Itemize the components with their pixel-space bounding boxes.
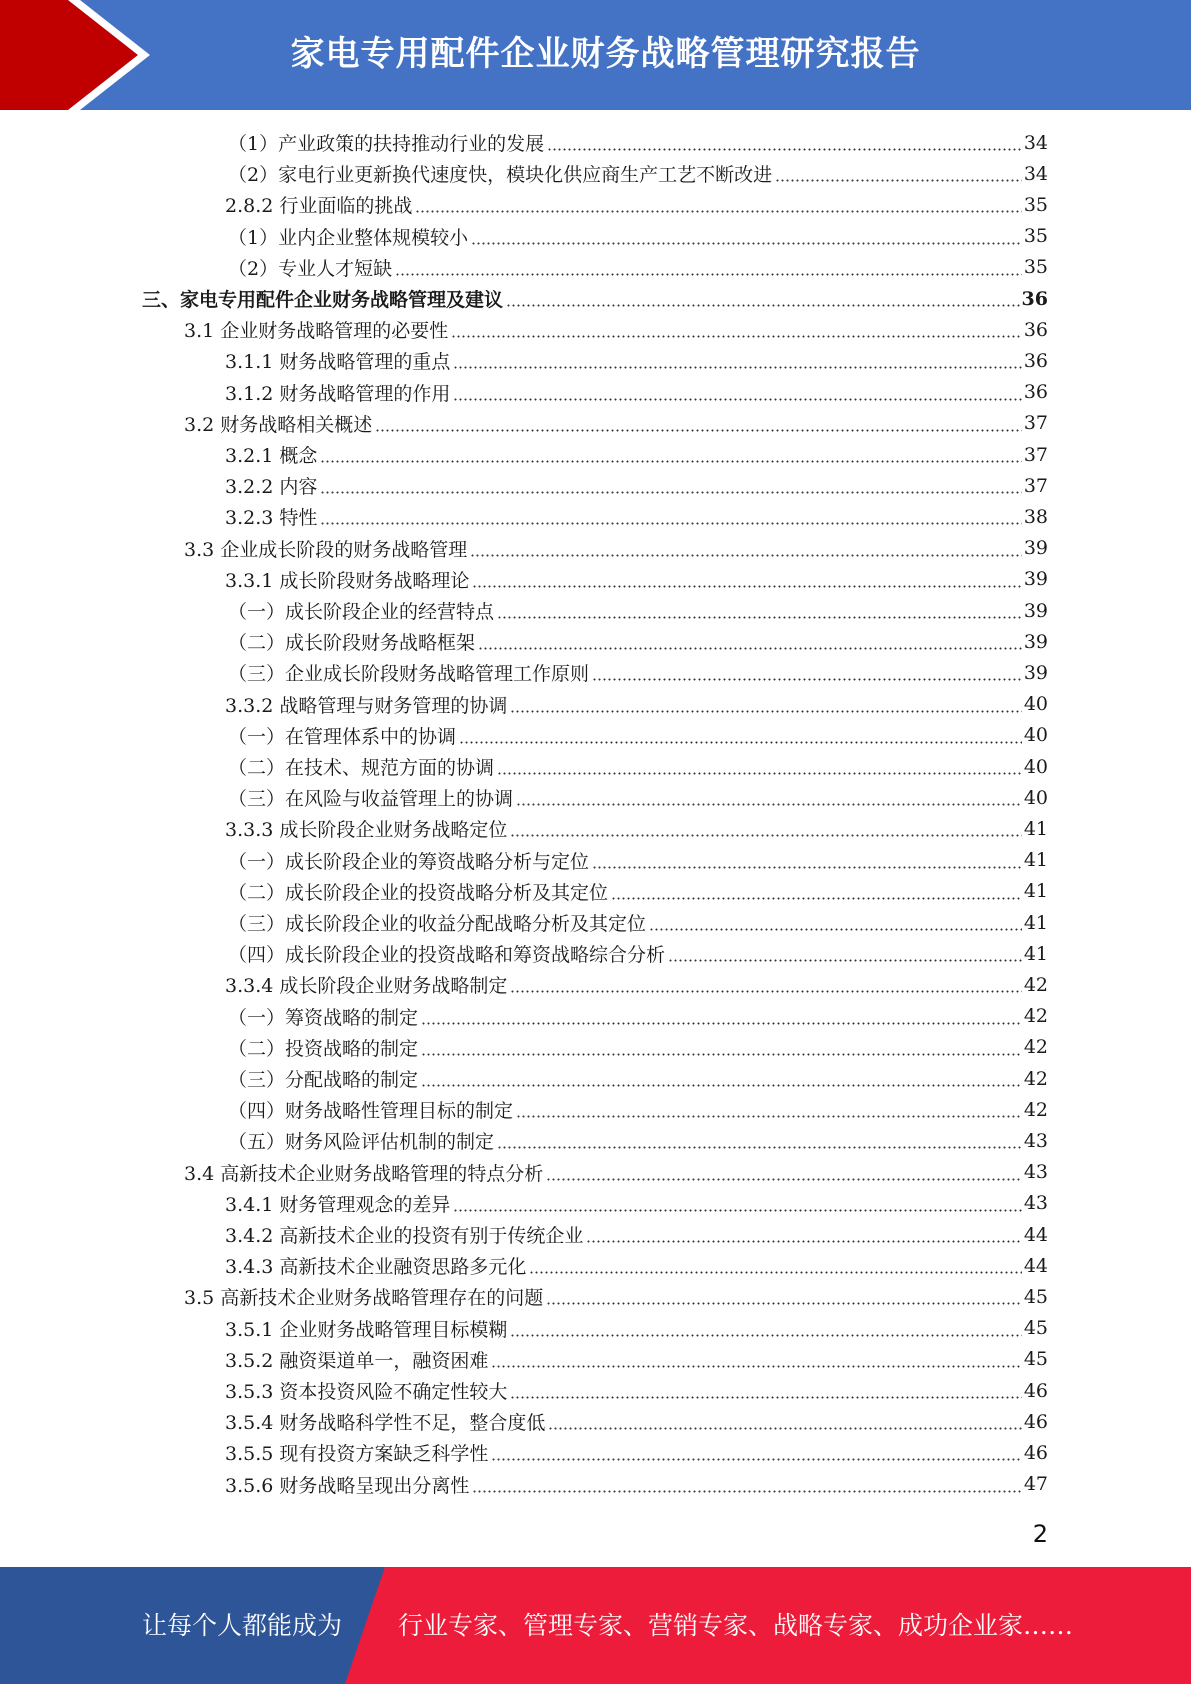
toc-dot-leader <box>453 366 1021 369</box>
toc-entry-title: （四）成长阶段企业的投资战略和筹资战略综合分析 <box>228 944 666 967</box>
toc-entry-title: 3.1.1 财务战略管理的重点 <box>225 351 451 374</box>
toc-entry-title: 3.5.3 资本投资风险不确定性较大 <box>225 1381 508 1403</box>
toc-entry-title: （五）财务风险评估机制的制定 <box>228 1131 495 1154</box>
toc-entry[interactable] <box>225 1406 1048 1437</box>
toc-entry-title: 3.3 企业成长阶段的财务战略管理 <box>184 538 468 561</box>
toc-entry-page: 42 <box>1023 1036 1048 1059</box>
toc-entry[interactable] <box>225 1250 1048 1281</box>
toc-entry-title: （1）业内企业整体规模较小 <box>228 226 469 249</box>
toc-dot-leader <box>592 678 1022 681</box>
toc-entry-page: 44 <box>1023 1254 1048 1277</box>
toc-dot-leader <box>453 398 1021 401</box>
toc-entry-title: 3.3.4 成长阶段企业财务战略制定 <box>225 975 508 998</box>
toc-entry[interactable] <box>225 969 1048 1000</box>
page-header <box>0 0 1191 110</box>
toc-entry[interactable] <box>225 813 1048 844</box>
toc-dot-leader <box>451 335 1022 338</box>
toc-entry[interactable] <box>142 283 1048 314</box>
toc-entry-title: 3.5.2 融资渠道单一，融资困难 <box>225 1349 489 1372</box>
toc-dot-leader <box>421 1053 1022 1056</box>
toc-entry[interactable] <box>228 252 1048 283</box>
toc-entry-title: （一）在管理体系中的协调 <box>228 725 457 748</box>
toc-entry[interactable] <box>228 158 1048 189</box>
page-number: 2 <box>1032 1520 1048 1548</box>
toc-dot-leader <box>497 1146 1022 1149</box>
toc-entry-page: 42 <box>1023 1098 1048 1121</box>
toc-entry-title: 3.2.3 特性 <box>225 507 318 530</box>
toc-entry-page: 37 <box>1023 412 1048 435</box>
toc-entry-page: 40 <box>1023 786 1048 809</box>
toc-entry[interactable] <box>225 470 1048 501</box>
toc-dot-leader <box>491 1365 1021 1368</box>
toc-entry-title: 3.3.1 成长阶段财务战略理论 <box>225 569 470 592</box>
toc-entry-page: 35 <box>1023 225 1048 248</box>
toc-dot-leader <box>546 1302 1022 1305</box>
toc-entry[interactable] <box>225 345 1048 376</box>
toc-dot-leader <box>506 304 1020 307</box>
toc-entry-page: 41 <box>1023 880 1048 903</box>
page-footer <box>0 1567 1191 1684</box>
toc-entry-page: 45 <box>1023 1348 1048 1371</box>
toc-dot-leader <box>510 1334 1021 1337</box>
toc-dot-leader <box>320 522 1021 525</box>
toc-entry[interactable] <box>225 1469 1048 1500</box>
toc-entry-title: 3.2.1 概念 <box>225 445 318 467</box>
toc-entry-page: 46 <box>1023 1379 1048 1402</box>
toc-entry-title: 3.4 高新技术企业财务战略管理的特点分析 <box>184 1162 544 1185</box>
toc-entry[interactable] <box>228 845 1048 876</box>
toc-entry-page: 40 <box>1023 724 1048 747</box>
toc-entry-page: 34 <box>1023 131 1048 154</box>
toc-dot-leader <box>478 647 1022 650</box>
toc-entry-page: 43 <box>1023 1192 1048 1215</box>
toc-entry[interactable] <box>228 657 1048 688</box>
toc-entry-page: 45 <box>1023 1317 1048 1340</box>
toc-dot-leader <box>453 1209 1021 1212</box>
toc-entry-title: （一）成长阶段企业的经营特点 <box>228 601 495 623</box>
toc-entry[interactable] <box>228 127 1048 158</box>
toc-entry[interactable] <box>228 876 1048 907</box>
toc-entry[interactable] <box>225 1437 1048 1468</box>
toc-entry-page: 39 <box>1023 630 1048 653</box>
toc-entry-page: 37 <box>1023 443 1048 466</box>
toc-entry[interactable] <box>228 1001 1048 1032</box>
toc-entry[interactable] <box>225 377 1048 408</box>
toc-entry-title: 3.5.5 现有投资方案缺乏科学性 <box>225 1443 489 1466</box>
toc-entry-title: （1）产业政策的扶持推动行业的发展 <box>228 133 545 155</box>
toc-dot-leader <box>320 491 1021 494</box>
toc-dot-leader <box>586 1240 1021 1243</box>
toc-entry[interactable] <box>228 938 1048 969</box>
toc-entry-page: 41 <box>1023 849 1048 872</box>
footer-slogan: 让每个人都能成为 <box>142 1611 343 1640</box>
toc-entry[interactable] <box>228 626 1048 657</box>
toc-entry[interactable] <box>228 595 1048 626</box>
toc-entry[interactable] <box>228 221 1048 252</box>
toc-entry[interactable] <box>225 1219 1048 1250</box>
toc-entry-title: （三）分配战略的制定 <box>228 1069 419 1091</box>
toc-entry-page: 34 <box>1023 162 1048 185</box>
toc-dot-leader <box>375 429 1022 432</box>
toc-entry-title: 3.5.1 企业财务战略管理目标模糊 <box>225 1318 508 1341</box>
toc-entry-page: 35 <box>1023 256 1048 279</box>
toc-entry[interactable] <box>225 564 1048 595</box>
toc-entry-title: 3.1.2 财务战略管理的作用 <box>225 382 451 405</box>
toc-entry-title: 3.4.3 高新技术企业融资思路多元化 <box>225 1256 527 1279</box>
toc-dot-leader <box>491 1458 1021 1461</box>
toc-entry[interactable] <box>225 189 1048 220</box>
toc-dot-leader <box>497 616 1022 619</box>
toc-entry-page: 42 <box>1023 973 1048 996</box>
toc-entry-title: （2）专业人才短缺 <box>228 257 393 280</box>
toc-entry-page: 36 <box>1023 318 1048 341</box>
toc-entry[interactable] <box>228 1063 1048 1094</box>
toc-entry-page: 46 <box>1023 1410 1048 1433</box>
toc-dot-leader <box>395 273 1022 276</box>
toc-entry-title: 3.5.6 财务战略呈现出分离性 <box>225 1474 470 1497</box>
toc-dot-leader <box>775 179 1022 182</box>
toc-entry-page: 47 <box>1023 1473 1048 1496</box>
toc-entry-page: 39 <box>1023 537 1048 560</box>
toc-entry-title: （2）家电行业更新换代速度快，模块化供应商生产工艺不断改进 <box>228 164 773 187</box>
toc-dot-leader <box>649 928 1022 931</box>
toc-entry-page: 36 <box>1021 287 1048 310</box>
toc-entry-title: （二）在技术、规范方面的协调 <box>228 757 495 779</box>
toc-entry-page: 42 <box>1023 1005 1048 1028</box>
toc-entry-page: 41 <box>1023 817 1048 840</box>
toc-entry-page: 39 <box>1023 568 1048 591</box>
toc-entry[interactable] <box>225 689 1048 720</box>
toc-entry[interactable] <box>228 720 1048 751</box>
toc-entry-page: 38 <box>1023 505 1048 528</box>
toc-dot-leader <box>415 210 1021 213</box>
toc-entry-title: （三）企业成长阶段财务战略管理工作原则 <box>228 663 590 686</box>
toc-entry[interactable] <box>225 1313 1048 1344</box>
toc-entry-page: 39 <box>1023 661 1048 684</box>
toc-entry-title: 三、家电专用配件企业财务战略管理及建议 <box>142 289 504 311</box>
toc-entry-page: 45 <box>1023 1285 1048 1308</box>
toc-dot-leader <box>546 1178 1022 1181</box>
toc-dot-leader <box>497 772 1022 775</box>
toc-entry[interactable] <box>225 1344 1048 1375</box>
toc-entry-title: （四）财务战略性管理目标的制定 <box>228 1100 514 1123</box>
toc-entry[interactable] <box>225 501 1048 532</box>
toc-entry-title: （二）成长阶段财务战略框架 <box>228 632 476 655</box>
toc-entry[interactable] <box>184 1281 1048 1312</box>
toc-entry-page: 40 <box>1023 693 1048 716</box>
toc-entry[interactable] <box>225 1188 1048 1219</box>
toc-entry-title: （二）投资战略的制定 <box>228 1037 419 1060</box>
toc-entry-title: 3.3.3 成长阶段企业财务战略定位 <box>225 819 508 842</box>
toc-entry-title: 3.5.4 财务战略科学性不足，整合度低 <box>225 1412 546 1435</box>
toc-dot-leader <box>611 897 1022 900</box>
toc-entry-title: 3.4.2 高新技术企业的投资有别于传统企业 <box>225 1225 584 1247</box>
toc-dot-leader <box>472 1490 1021 1493</box>
toc-entry-page: 40 <box>1023 755 1048 778</box>
toc-entry-title: （三）在风险与收益管理上的协调 <box>228 788 514 811</box>
toc-entry-page: 36 <box>1023 349 1048 372</box>
toc-entry[interactable] <box>228 1125 1048 1156</box>
toc-entry[interactable] <box>184 408 1048 439</box>
toc-entry-page: 39 <box>1023 599 1048 622</box>
toc-entry-page: 43 <box>1023 1129 1048 1152</box>
toc-dot-leader <box>548 1427 1021 1430</box>
toc-entry-title: 3.4.1 财务管理观念的差异 <box>225 1193 451 1216</box>
toc-entry[interactable] <box>184 1157 1048 1188</box>
toc-dot-leader <box>510 990 1021 993</box>
toc-entry-page: 36 <box>1023 381 1048 404</box>
toc-entry-title: 3.3.2 战略管理与财务管理的协调 <box>225 694 508 717</box>
toc-dot-leader <box>592 866 1022 869</box>
toc-entry[interactable] <box>225 1375 1048 1406</box>
toc-entry[interactable] <box>228 907 1048 938</box>
toc-entry[interactable] <box>184 314 1048 345</box>
toc-entry-page: 46 <box>1023 1441 1048 1464</box>
toc-dot-leader <box>516 803 1022 806</box>
toc-dot-leader <box>547 148 1022 151</box>
toc-entry-title: （一）筹资战略的制定 <box>228 1006 419 1029</box>
toc-entry[interactable] <box>184 533 1048 564</box>
report-title: 家电专用配件企业财务战略管理研究报告 <box>290 34 921 74</box>
toc-entry-page: 42 <box>1023 1067 1048 1090</box>
toc-entry-page: 37 <box>1023 474 1048 497</box>
toc-entry-title: 2.8.2 行业面临的挑战 <box>225 195 413 218</box>
toc-entry-title: 3.1 企业财务战略管理的必要性 <box>184 320 449 343</box>
toc-entry-title: 3.2.2 内容 <box>225 476 318 499</box>
toc-dot-leader <box>510 834 1021 837</box>
toc-entry-page: 43 <box>1023 1161 1048 1184</box>
toc-dot-leader <box>529 1271 1021 1274</box>
footer-tagline: 行业专家、管理专家、营销专家、战略专家、成功企业家…… <box>398 1611 1074 1640</box>
toc-entry-page: 35 <box>1023 193 1048 216</box>
toc-dot-leader <box>459 741 1022 744</box>
toc-dot-leader <box>668 959 1022 962</box>
toc-dot-leader <box>421 1022 1022 1025</box>
toc-entry-page: 41 <box>1023 942 1048 965</box>
toc-entry[interactable] <box>228 751 1048 782</box>
toc-entry-title: （一）成长阶段企业的筹资战略分析与定位 <box>228 850 590 873</box>
toc-entry[interactable] <box>225 439 1048 470</box>
toc-dot-leader <box>471 242 1022 245</box>
toc-dot-leader <box>421 1084 1022 1087</box>
toc-dot-leader <box>470 554 1022 557</box>
toc-entry-title: 3.5 高新技术企业财务战略管理存在的问题 <box>184 1287 544 1310</box>
toc-entry[interactable] <box>228 1032 1048 1063</box>
toc-entry[interactable] <box>228 1094 1048 1125</box>
toc-entry-page: 41 <box>1023 911 1048 934</box>
toc-entry-title: （二）成长阶段企业的投资战略分析及其定位 <box>228 881 609 904</box>
toc-entry-title: （三）成长阶段企业的收益分配战略分析及其定位 <box>228 913 647 935</box>
toc-entry-page: 44 <box>1023 1223 1048 1246</box>
toc-dot-leader <box>516 1115 1022 1118</box>
toc-entry-title: 3.2 财务战略相关概述 <box>184 413 373 436</box>
toc-dot-leader <box>510 1396 1021 1399</box>
toc-dot-leader <box>472 585 1021 588</box>
toc-dot-leader <box>320 460 1021 463</box>
toc-entry[interactable] <box>228 782 1048 813</box>
toc-dot-leader <box>510 710 1021 713</box>
